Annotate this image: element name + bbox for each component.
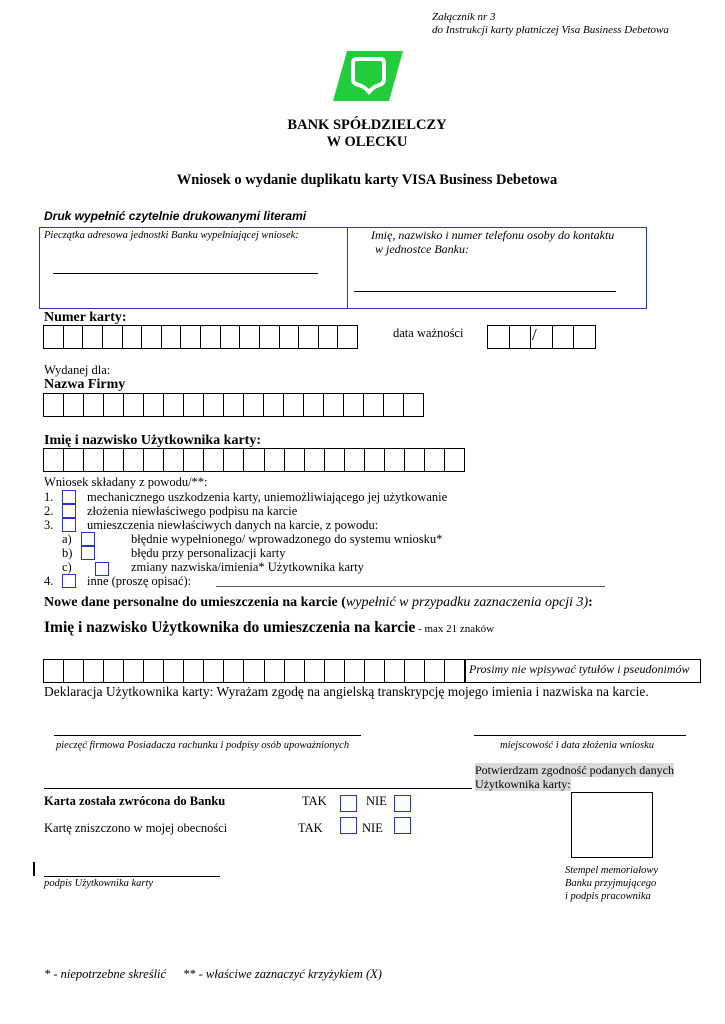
- input-cell[interactable]: [164, 394, 184, 416]
- input-cell[interactable]: [124, 394, 144, 416]
- new-data-heading-colon: :: [588, 595, 593, 610]
- returned-yes-label: TAK: [302, 794, 327, 808]
- input-cell[interactable]: [64, 449, 84, 471]
- input-cell[interactable]: [44, 660, 64, 682]
- input-cell[interactable]: [384, 394, 404, 416]
- input-cell[interactable]: [44, 449, 64, 471]
- footnote-double-star: ** - właściwe zaznaczyć krzyżykiem (X): [183, 967, 382, 981]
- destroyed-yes-label: TAK: [298, 821, 323, 835]
- input-cell[interactable]: [204, 449, 224, 471]
- reason-4-text: inne (proszę opisać):: [87, 574, 192, 588]
- new-data-heading-paren: (: [337, 595, 346, 610]
- input-cell[interactable]: [204, 660, 224, 682]
- input-cell[interactable]: [84, 394, 104, 416]
- subreason-a-text: błędnie wypełnionego/ wprowadzonego do systemu wniosku*: [131, 532, 443, 546]
- input-cell[interactable]: [104, 394, 124, 416]
- validity-grid[interactable]: [487, 325, 596, 349]
- subreason-a-num: a): [62, 532, 72, 546]
- input-cell[interactable]: [201, 326, 221, 348]
- input-cell[interactable]: [404, 394, 423, 416]
- input-cell[interactable]: [365, 449, 385, 471]
- input-cell[interactable]: [405, 449, 425, 471]
- input-cell[interactable]: [124, 660, 144, 682]
- returned-yes-checkbox[interactable]: [340, 795, 357, 812]
- input-cell[interactable]: [181, 326, 201, 348]
- input-cell[interactable]: [319, 326, 339, 348]
- annex-line-2: do Instrukcji karty płatniczej Visa Business Debetowa: [432, 24, 669, 36]
- stamp-right-label-2: w jednostce Banku:: [375, 242, 469, 256]
- destroyed-no-checkbox[interactable]: [394, 817, 411, 834]
- input-cell[interactable]: [510, 326, 532, 348]
- form-title: Wniosek o wydanie duplikatu karty VISA Business Debetowa: [176, 172, 558, 188]
- input-cell[interactable]: [44, 394, 64, 416]
- validity-label: data ważności: [393, 326, 464, 340]
- input-cell[interactable]: [574, 326, 595, 348]
- reasons-intro: Wniosek składany z powodu/**:: [44, 475, 208, 489]
- reason-3-checkbox[interactable]: [62, 518, 76, 532]
- bank-name-line-1: BANK SPÓŁDZIELCZY: [287, 117, 447, 133]
- destroyed-no-label: NIE: [362, 821, 383, 835]
- user-name-grid[interactable]: [43, 448, 465, 472]
- input-cell[interactable]: [445, 449, 464, 471]
- input-cell[interactable]: [44, 326, 64, 348]
- reason-4-other-line[interactable]: [216, 586, 605, 587]
- validity-separator: /: [532, 325, 537, 344]
- reason-1-checkbox[interactable]: [62, 490, 76, 504]
- reason-4-checkbox[interactable]: [62, 574, 76, 588]
- input-cell[interactable]: [144, 394, 164, 416]
- new-data-heading-italic: wypełnić w przypadku zaznaczenia opcji 3): [345, 595, 589, 610]
- input-cell[interactable]: [445, 660, 464, 682]
- company-name-grid[interactable]: [43, 393, 424, 417]
- input-cell[interactable]: [244, 660, 264, 682]
- returned-no-checkbox[interactable]: [394, 795, 411, 812]
- input-cell[interactable]: [260, 326, 280, 348]
- reason-2-num: 2.: [44, 504, 54, 518]
- input-cell[interactable]: [104, 449, 124, 471]
- input-cell[interactable]: [64, 394, 84, 416]
- input-cell[interactable]: [184, 449, 204, 471]
- input-cell[interactable]: [103, 326, 123, 348]
- input-cell[interactable]: [325, 449, 345, 471]
- annex-line-1: Załącznik nr 3: [432, 11, 496, 23]
- card-number-grid[interactable]: [43, 325, 358, 349]
- input-cell[interactable]: [299, 326, 319, 348]
- margin-mark: [33, 862, 35, 876]
- bank-stamp-caption-1: Stempel memoriałowy: [565, 865, 659, 876]
- holder-signature-line[interactable]: [54, 735, 361, 736]
- returned-label: Karta została zwrócona do Banku: [44, 794, 226, 808]
- input-cell[interactable]: [365, 660, 385, 682]
- input-cell[interactable]: [124, 449, 144, 471]
- bank-logo-icon: [333, 51, 403, 101]
- input-cell[interactable]: [345, 449, 365, 471]
- holder-signature-caption: pieczęć firmowa Posiadacza rachunku i podpisy osób upoważnionych: [56, 740, 350, 751]
- company-name-label: Nazwa Firmy: [44, 377, 126, 392]
- separator-line: [44, 788, 472, 789]
- input-cell[interactable]: [344, 394, 364, 416]
- input-cell[interactable]: [364, 394, 384, 416]
- input-cell[interactable]: [84, 660, 104, 682]
- user-signature-caption: podpis Użytkownika karty: [44, 878, 154, 889]
- issued-for-label: Wydanej dla:: [44, 363, 111, 377]
- input-cell[interactable]: [324, 394, 344, 416]
- stamp-box-divider: [347, 227, 348, 309]
- input-cell[interactable]: [162, 326, 182, 348]
- stamp-right-line[interactable]: [354, 291, 616, 292]
- input-cell[interactable]: [104, 660, 124, 682]
- reason-4-num: 4.: [44, 574, 54, 588]
- input-cell[interactable]: [305, 660, 325, 682]
- input-cell[interactable]: [305, 449, 325, 471]
- input-cell[interactable]: [164, 449, 184, 471]
- declaration-text: Deklaracja Użytkownika karty: Wyrażam zgodę na angielską transkrypcję mojego imienia i nazwiska na karcie.: [44, 684, 649, 699]
- input-cell[interactable]: [64, 660, 84, 682]
- confirm-line-2: Użytkownika karty:: [475, 777, 571, 791]
- reason-1-text: mechanicznego uszkodzenia karty, uniemożliwiającego jej użytkowanie: [87, 490, 448, 504]
- reason-2-text: złożenia niewłaściwego podpisu na karcie: [87, 504, 298, 518]
- new-name-heading: [44, 619, 494, 637]
- instruction-text: Druk wypełnić czytelnie drukowanymi literami: [44, 209, 307, 223]
- input-cell[interactable]: [338, 326, 357, 348]
- input-cell[interactable]: [221, 326, 241, 348]
- stamp-left-label: Pieczątka adresowa jednostki Banku wypełniającej wniosek:: [44, 230, 299, 241]
- input-cell[interactable]: [164, 660, 184, 682]
- confirm-block: [475, 763, 674, 791]
- input-cell[interactable]: [224, 449, 244, 471]
- no-titles-hint: Prosimy nie wpisywać tytułów i pseudonimów: [465, 659, 701, 683]
- new-name-heading-bold: Imię i nazwisko Użytkownika do umieszczenia na karcie: [44, 619, 416, 636]
- input-cell[interactable]: [144, 449, 164, 471]
- bank-name-line-2: W OLECKU: [326, 134, 408, 150]
- user-signature-line[interactable]: [44, 876, 220, 877]
- input-cell[interactable]: [123, 326, 143, 348]
- input-cell[interactable]: [488, 326, 510, 348]
- new-data-heading: [44, 595, 593, 611]
- input-cell[interactable]: [224, 660, 244, 682]
- new-data-heading-bold: Nowe dane personalne do umieszczenia na karcie: [44, 595, 338, 610]
- input-cell[interactable]: [83, 326, 103, 348]
- input-cell[interactable]: [265, 660, 285, 682]
- footnote-star: * - niepotrzebne skreślić: [44, 967, 167, 981]
- stamp-right-label-1: Imię, nazwisko i numer telefonu osoby do kontaktu: [371, 228, 615, 242]
- input-cell[interactable]: [284, 394, 304, 416]
- subreason-b-text: błędu przy personalizacji karty: [131, 546, 286, 560]
- input-cell[interactable]: [142, 326, 162, 348]
- user-name-label: Imię i nazwisko Użytkownika karty:: [44, 433, 262, 448]
- input-cell[interactable]: [240, 326, 260, 348]
- card-number-label: Numer karty:: [44, 310, 127, 325]
- returned-no-label: NIE: [366, 794, 387, 808]
- input-cell[interactable]: [285, 660, 305, 682]
- input-cell[interactable]: [280, 326, 300, 348]
- place-date-caption: miejscowość i data złożenia wniosku: [500, 740, 654, 751]
- subreason-c-num: c): [62, 560, 72, 574]
- input-cell[interactable]: [204, 394, 224, 416]
- subreason-b-checkbox[interactable]: [81, 546, 95, 560]
- input-cell[interactable]: [64, 326, 84, 348]
- input-cell[interactable]: [425, 660, 445, 682]
- subreason-a-checkbox[interactable]: [81, 532, 95, 546]
- input-cell[interactable]: [244, 449, 264, 471]
- destroyed-yes-checkbox[interactable]: [340, 817, 357, 834]
- bank-stamp-caption-2: Banku przyjmującego: [565, 878, 657, 889]
- input-cell[interactable]: [385, 449, 405, 471]
- input-cell[interactable]: [304, 394, 324, 416]
- input-cell[interactable]: [264, 394, 284, 416]
- stamp-left-line[interactable]: [53, 273, 318, 274]
- input-cell[interactable]: [405, 660, 425, 682]
- input-cell[interactable]: [345, 660, 365, 682]
- input-cell[interactable]: [244, 394, 264, 416]
- reason-3-num: 3.: [44, 518, 54, 532]
- input-cell[interactable]: [184, 394, 204, 416]
- new-name-note: - max 21 znaków: [415, 623, 495, 635]
- reason-2-checkbox[interactable]: [62, 504, 76, 518]
- confirm-line-1: Potwierdzam zgodność podanych danych: [475, 763, 674, 777]
- bank-stamp-box[interactable]: [571, 792, 653, 858]
- input-cell[interactable]: [285, 449, 305, 471]
- input-cell[interactable]: [325, 660, 345, 682]
- subreason-c-text: zmiany nazwiska/imienia* Użytkownika karty: [131, 560, 364, 574]
- new-name-grid[interactable]: [43, 659, 465, 683]
- reason-1-num: 1.: [44, 490, 54, 504]
- input-cell[interactable]: [425, 449, 445, 471]
- destroyed-label: Kartę zniszczono w mojej obecności: [44, 821, 228, 835]
- input-cell[interactable]: [265, 449, 285, 471]
- input-cell[interactable]: [553, 326, 575, 348]
- input-cell[interactable]: [184, 660, 204, 682]
- bank-stamp-caption-3: i podpis pracownika: [565, 891, 651, 902]
- place-date-line[interactable]: [474, 735, 686, 736]
- input-cell[interactable]: [224, 394, 244, 416]
- subreason-b-num: b): [62, 546, 73, 560]
- input-cell[interactable]: [144, 660, 164, 682]
- reason-3-text: umieszczenia niewłaściwych danych na karcie, z powodu:: [87, 518, 379, 532]
- input-cell[interactable]: [84, 449, 104, 471]
- input-cell[interactable]: [385, 660, 405, 682]
